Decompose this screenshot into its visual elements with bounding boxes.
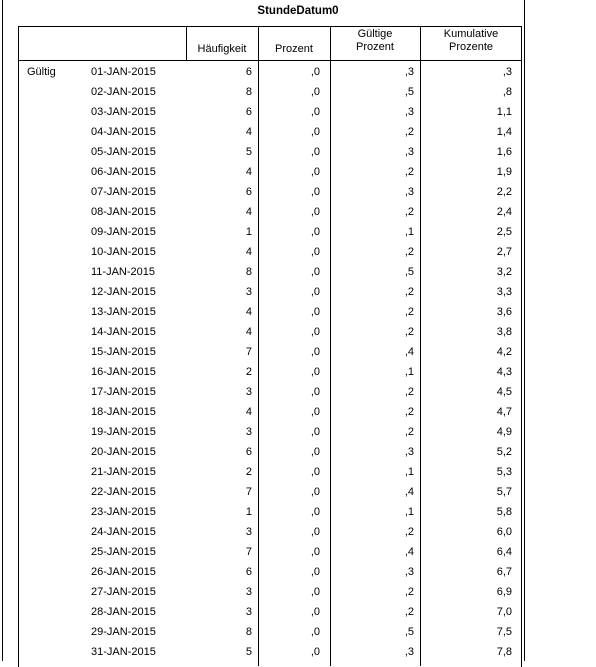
row-valid-percent: ,2: [404, 166, 414, 178]
table-row: [0, 302, 596, 322]
row-percent: ,0: [310, 186, 320, 198]
row-valid-percent: ,5: [404, 266, 414, 278]
table-row: [0, 382, 596, 402]
row-valid-percent: ,5: [404, 86, 414, 98]
row-date: 17-JAN-2015: [91, 386, 156, 398]
row-percent: ,0: [310, 366, 320, 378]
row-date: 09-JAN-2015: [91, 226, 156, 238]
row-percent: ,0: [310, 106, 320, 118]
row-valid-percent: ,2: [404, 426, 414, 438]
row-percent: ,0: [310, 226, 320, 238]
row-frequency: 2: [245, 466, 252, 478]
row-valid-percent: ,3: [404, 566, 414, 578]
table-row: [0, 262, 596, 282]
row-date: 02-JAN-2015: [91, 86, 156, 98]
row-frequency: 6: [245, 186, 252, 198]
row-percent: ,0: [310, 426, 320, 438]
header-valid-percent: Gültige Prozent: [356, 28, 394, 53]
row-cumulative-percent: 1,4: [496, 126, 512, 138]
row-frequency: 4: [245, 246, 252, 258]
table-row: [0, 402, 596, 422]
row-valid-percent: ,2: [404, 586, 414, 598]
row-cumulative-percent: 4,7: [496, 406, 512, 418]
row-cumulative-percent: 6,4: [496, 546, 512, 558]
table-row: [0, 142, 596, 162]
table-row: [0, 522, 596, 542]
row-percent: ,0: [310, 626, 320, 638]
row-valid-percent: ,2: [404, 206, 414, 218]
row-date: 01-JAN-2015: [91, 66, 156, 78]
row-valid-percent: ,1: [404, 366, 414, 378]
row-frequency: 4: [245, 306, 252, 318]
row-valid-percent: ,1: [404, 466, 414, 478]
row-cumulative-percent: 5,3: [496, 466, 512, 478]
row-date: 23-JAN-2015: [91, 506, 156, 518]
row-valid-percent: ,3: [404, 186, 414, 198]
row-cumulative-percent: 2,2: [496, 186, 512, 198]
row-cumulative-percent: 6,0: [496, 526, 512, 538]
row-cumulative-percent: 6,7: [496, 566, 512, 578]
table-row: [0, 102, 596, 122]
row-date: 29-JAN-2015: [91, 626, 156, 638]
row-valid-percent: ,2: [404, 406, 414, 418]
row-percent: ,0: [310, 346, 320, 358]
table-row: [0, 462, 596, 482]
row-frequency: 5: [245, 646, 252, 658]
row-date: 15-JAN-2015: [91, 346, 156, 358]
row-percent: ,0: [310, 66, 320, 78]
row-date: 26-JAN-2015: [91, 566, 156, 578]
row-frequency: 4: [245, 126, 252, 138]
row-date: 11-JAN-2015: [91, 266, 155, 278]
row-valid-percent: ,3: [404, 446, 414, 458]
row-frequency: 7: [245, 546, 252, 558]
table-row: [0, 62, 596, 82]
row-percent: ,0: [310, 606, 320, 618]
row-date: 21-JAN-2015: [91, 466, 156, 478]
row-percent: ,0: [310, 126, 320, 138]
row-valid-percent: ,2: [404, 326, 414, 338]
row-percent: ,0: [310, 386, 320, 398]
row-percent: ,0: [310, 526, 320, 538]
row-valid-percent: ,4: [404, 346, 414, 358]
row-frequency: 7: [245, 346, 252, 358]
row-cumulative-percent: ,8: [502, 86, 512, 98]
table-row: [0, 422, 596, 442]
row-frequency: 1: [245, 226, 252, 238]
row-valid-percent: ,2: [404, 606, 414, 618]
row-valid-percent: ,2: [404, 306, 414, 318]
row-percent: ,0: [310, 166, 320, 178]
row-date: 13-JAN-2015: [91, 306, 156, 318]
row-cumulative-percent: 3,6: [496, 306, 512, 318]
row-date: 14-JAN-2015: [91, 326, 156, 338]
row-date: 08-JAN-2015: [91, 206, 156, 218]
row-valid-percent: ,2: [404, 286, 414, 298]
row-percent: ,0: [310, 466, 320, 478]
row-valid-percent: ,2: [404, 246, 414, 258]
table-row: [0, 442, 596, 462]
table-row: [0, 122, 596, 142]
row-date: 25-JAN-2015: [91, 546, 156, 558]
row-percent: ,0: [310, 146, 320, 158]
row-percent: ,0: [310, 566, 320, 578]
row-percent: ,0: [310, 306, 320, 318]
row-percent: ,0: [310, 86, 320, 98]
table-row: [0, 242, 596, 262]
row-cumulative-percent: 2,4: [496, 206, 512, 218]
row-valid-percent: ,1: [404, 226, 414, 238]
row-frequency: 4: [245, 166, 252, 178]
row-date: 10-JAN-2015: [91, 246, 156, 258]
header-percent: Prozent: [275, 43, 313, 55]
table-row: [0, 642, 596, 662]
table-row: [0, 482, 596, 502]
row-cumulative-percent: 6,9: [496, 586, 512, 598]
row-valid-percent: ,2: [404, 386, 414, 398]
row-frequency: 4: [245, 406, 252, 418]
table-row: [0, 562, 596, 582]
row-percent: ,0: [310, 646, 320, 658]
row-date: 06-JAN-2015: [91, 166, 156, 178]
row-percent: ,0: [310, 266, 320, 278]
row-date: 19-JAN-2015: [91, 426, 156, 438]
row-frequency: 3: [245, 286, 252, 298]
row-percent: ,0: [310, 406, 320, 418]
table-row: [0, 602, 596, 622]
row-valid-percent: ,2: [404, 126, 414, 138]
row-percent: ,0: [310, 246, 320, 258]
table-row: [0, 282, 596, 302]
row-valid-percent: ,4: [404, 486, 414, 498]
row-cumulative-percent: 2,7: [496, 246, 512, 258]
row-valid-percent: ,2: [404, 526, 414, 538]
row-cumulative-percent: 4,3: [496, 366, 512, 378]
row-date: 07-JAN-2015: [91, 186, 156, 198]
row-frequency: 8: [245, 626, 252, 638]
row-date: 16-JAN-2015: [91, 366, 156, 378]
row-cumulative-percent: 5,7: [496, 486, 512, 498]
row-valid-percent: ,4: [404, 546, 414, 558]
group-label: Gültig: [27, 66, 56, 78]
row-percent: ,0: [310, 486, 320, 498]
row-cumulative-percent: 4,5: [496, 386, 512, 398]
row-valid-percent: ,3: [404, 646, 414, 658]
table-row: [0, 582, 596, 602]
row-percent: ,0: [310, 506, 320, 518]
row-valid-percent: ,3: [404, 106, 414, 118]
row-percent: ,0: [310, 206, 320, 218]
row-date: 03-JAN-2015: [91, 106, 156, 118]
row-cumulative-percent: 4,2: [496, 346, 512, 358]
row-frequency: 2: [245, 366, 252, 378]
table-row: [0, 82, 596, 102]
row-cumulative-percent: 7,8: [496, 646, 512, 658]
row-cumulative-percent: 3,3: [496, 286, 512, 298]
row-date: 24-JAN-2015: [91, 526, 156, 538]
row-percent: ,0: [310, 286, 320, 298]
row-frequency: 3: [245, 526, 252, 538]
row-cumulative-percent: 1,1: [496, 106, 512, 118]
row-frequency: 3: [245, 386, 252, 398]
row-cumulative-percent: 1,6: [496, 146, 512, 158]
row-frequency: 1: [245, 506, 252, 518]
row-cumulative-percent: 5,8: [496, 506, 512, 518]
row-frequency: 3: [245, 586, 252, 598]
row-date: 04-JAN-2015: [91, 126, 156, 138]
row-valid-percent: ,3: [404, 146, 414, 158]
row-frequency: 5: [245, 146, 252, 158]
row-valid-percent: ,1: [404, 506, 414, 518]
row-percent: ,0: [310, 546, 320, 558]
table-title: StundeDatum0: [257, 5, 339, 17]
row-frequency: 4: [245, 206, 252, 218]
row-frequency: 7: [245, 486, 252, 498]
table-row: [0, 502, 596, 522]
row-date: 05-JAN-2015: [91, 146, 156, 158]
row-cumulative-percent: 4,9: [496, 426, 512, 438]
table-row: [0, 622, 596, 642]
row-frequency: 6: [245, 446, 252, 458]
table-row: [0, 162, 596, 182]
table-row: [0, 182, 596, 202]
row-cumulative-percent: 5,2: [496, 446, 512, 458]
row-frequency: 3: [245, 426, 252, 438]
table-row: [0, 542, 596, 562]
row-date: 20-JAN-2015: [91, 446, 156, 458]
row-date: 22-JAN-2015: [91, 486, 156, 498]
row-valid-percent: ,5: [404, 626, 414, 638]
header-frequency: Häufigkeit: [197, 43, 247, 55]
row-frequency: 8: [245, 266, 252, 278]
header-cumulative-percent: Kumulative Prozente: [443, 28, 499, 53]
row-frequency: 4: [245, 326, 252, 338]
row-cumulative-percent: 7,5: [496, 626, 512, 638]
row-frequency: 8: [245, 86, 252, 98]
row-percent: ,0: [310, 326, 320, 338]
row-frequency: 6: [245, 66, 252, 78]
row-cumulative-percent: 3,2: [496, 266, 512, 278]
row-frequency: 3: [245, 606, 252, 618]
row-percent: ,0: [310, 446, 320, 458]
table-row: [0, 322, 596, 342]
row-date: 18-JAN-2015: [91, 406, 156, 418]
row-date: 28-JAN-2015: [91, 606, 156, 618]
row-date: 12-JAN-2015: [91, 286, 156, 298]
row-date: 31-JAN-2015: [91, 646, 156, 658]
row-cumulative-percent: 7,0: [496, 606, 512, 618]
row-frequency: 6: [245, 566, 252, 578]
row-cumulative-percent: 3,8: [496, 326, 512, 338]
row-frequency: 6: [245, 106, 252, 118]
row-cumulative-percent: 2,5: [496, 226, 512, 238]
row-cumulative-percent: ,3: [502, 66, 512, 78]
row-date: 27-JAN-2015: [91, 586, 156, 598]
row-cumulative-percent: 1,9: [496, 166, 512, 178]
table-row: [0, 202, 596, 222]
row-percent: ,0: [310, 586, 320, 598]
table-row: [0, 342, 596, 362]
table-row: [0, 362, 596, 382]
table-row: [0, 222, 596, 242]
row-valid-percent: ,3: [404, 66, 414, 78]
